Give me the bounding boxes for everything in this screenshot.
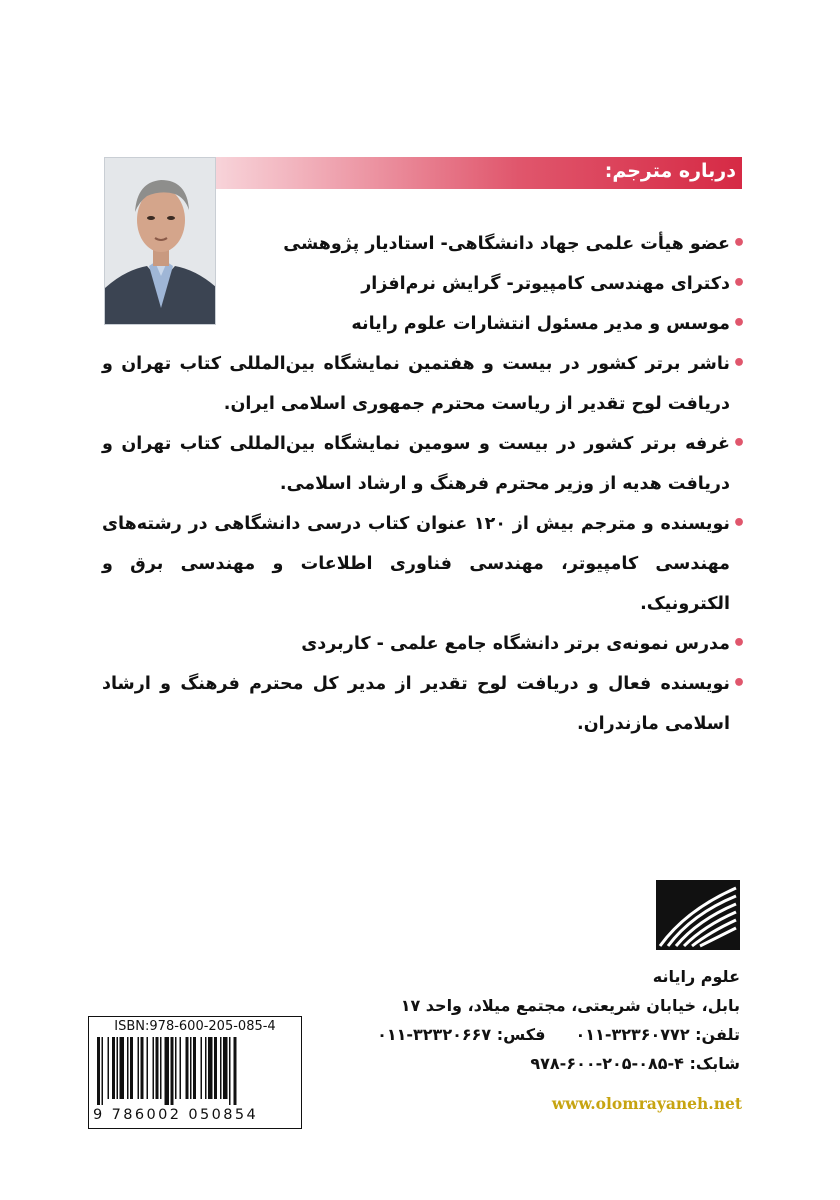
barcode-bar	[138, 1037, 140, 1099]
barcode-bar	[220, 1037, 222, 1099]
barcode-bar	[223, 1037, 228, 1099]
barcode-bar	[153, 1037, 155, 1099]
bullet-icon: •	[731, 351, 746, 376]
bio-item: • نویسنده و مترجم بیش از ۱۲۰ عنوان کتاب درسی دانشگاهی در رشته‌های مهندسی کامپیوتر، مهندسی فناوری اطلاعات و مهندسی برق و الکترونیک.	[102, 504, 742, 624]
publisher-logo	[656, 880, 740, 950]
publisher-fax: فکس: ۳۲۳۲۰۶۶۷-۰۱۱	[377, 1025, 546, 1044]
bullet-icon: •	[731, 671, 746, 696]
publisher-address: بابل، خیابان شریعتی، مجتمع میلاد، واحد ۱۷	[400, 996, 740, 1015]
bullet-icon: •	[731, 631, 746, 656]
isbn-label: ISBN:978-600-205-085-4	[114, 1019, 276, 1034]
bio-item: • دکترای مهندسی کامپیوتر- گرایش نرم‌افزار	[102, 264, 742, 304]
bio-item: • موسس و مدیر مسئول انتشارات علوم رایانه	[102, 304, 742, 344]
bullet-icon: •	[731, 311, 746, 336]
barcode-bars	[95, 1037, 297, 1105]
barcode-bar	[130, 1037, 133, 1099]
barcode-bar	[205, 1037, 207, 1099]
publisher-isbn: شابک: ۴-۰۸۵-۲۰۵-۶۰۰-۹۷۸	[530, 1054, 740, 1073]
barcode-bar	[214, 1037, 217, 1099]
barcode-bar	[201, 1037, 203, 1099]
bio-item: • ناشر برتر کشور در بیست و هفتمین نمایشگاه بین‌المللی کتاب تهران و دریافت لوح تقدیر از ریاست محترم جمهوری اسلامی ایران.	[102, 344, 742, 424]
barcode-bar	[97, 1037, 100, 1105]
barcode-bar	[117, 1037, 119, 1099]
barcode-bar	[234, 1037, 237, 1105]
bullet-icon: •	[731, 511, 746, 536]
publisher-phone: تلفن: ۳۲۳۶۰۷۷۲-۰۱۱	[575, 1025, 740, 1044]
barcode-bar	[175, 1037, 177, 1099]
barcode-bar	[193, 1037, 196, 1099]
bio-item: • غرفه برتر کشور در بیست و سومین نمایشگاه بین‌المللی کتاب تهران و دریافت هدیه از وزیر محترم فرهنگ و ارشاد اسلامی.	[102, 424, 742, 504]
barcode-bar	[141, 1037, 144, 1099]
barcode-bar	[190, 1037, 192, 1099]
barcode-bar	[102, 1037, 104, 1105]
barcode-bar	[112, 1037, 115, 1099]
barcode-bar	[108, 1037, 110, 1099]
bullet-icon: •	[731, 271, 746, 296]
bio-item: • نویسنده فعال و دریافت لوح تقدیر از مدیر کل محترم فرهنگ و ارشاد اسلامی مازندران.	[102, 664, 742, 744]
bio-item: • مدرس نمونه‌ی برتر دانشگاه جامع علمی - کاربردی	[102, 624, 742, 664]
barcode-bar	[160, 1037, 162, 1099]
barcode-digits: 9 786002 050854	[93, 1107, 259, 1123]
barcode-bar	[156, 1037, 159, 1099]
barcode-bar	[180, 1037, 182, 1099]
bullet-icon: •	[731, 431, 746, 456]
barcode-bar	[208, 1037, 213, 1099]
bio-item: • عضو هیأت علمی جهاد دانشگاهی- استادیار پژوهشی	[102, 224, 742, 264]
barcode	[88, 1016, 302, 1129]
publisher-name: علوم رایانه	[652, 967, 740, 986]
barcode-bar	[165, 1037, 170, 1105]
barcode-bar	[127, 1037, 129, 1099]
bullet-icon: •	[731, 231, 746, 256]
publisher-website[interactable]: www.olomrayaneh.net	[551, 1094, 742, 1113]
translator-bio-list	[102, 224, 746, 744]
section-title: درباره مترجم:	[604, 160, 736, 182]
barcode-bar	[147, 1037, 149, 1099]
barcode-bar	[120, 1037, 125, 1099]
barcode-bar	[186, 1037, 189, 1099]
barcode-bar	[229, 1037, 231, 1105]
barcode-bar	[171, 1037, 174, 1105]
